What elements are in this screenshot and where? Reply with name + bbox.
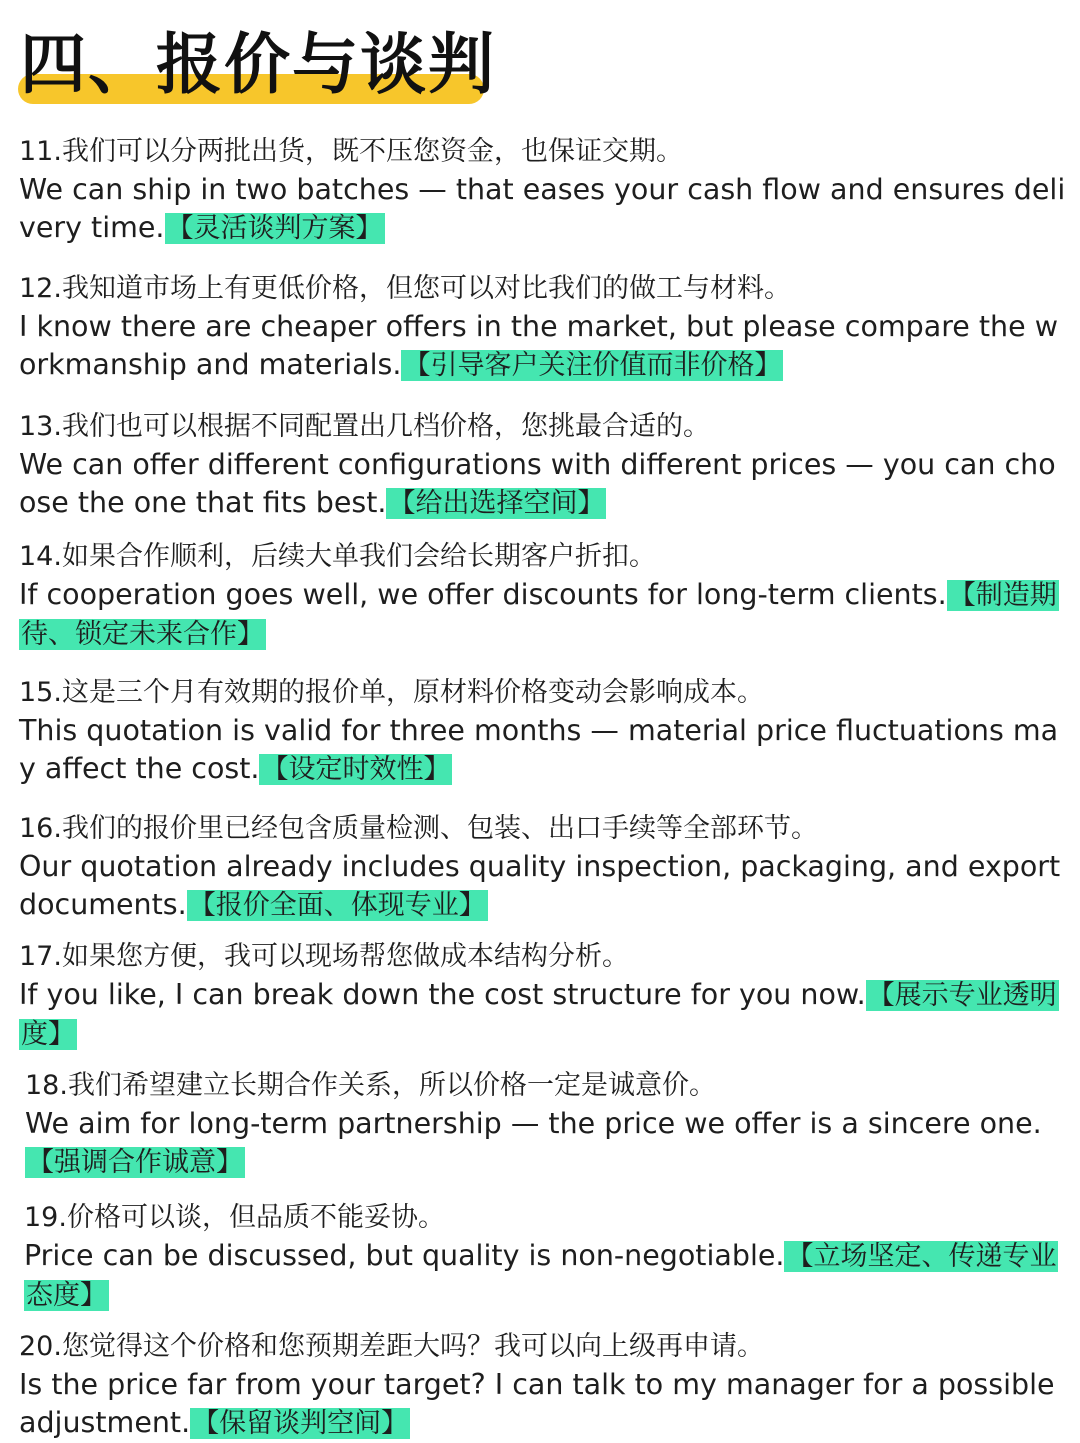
phrase-english (25, 1105, 1077, 1182)
phrase-english (19, 848, 1071, 925)
phrase-item-14 (19, 538, 1071, 654)
phrase-tag: 【保留谈判空间】 (192, 1408, 409, 1439)
phrase-item-12 (19, 270, 1071, 385)
phrase-chinese: 11.我们可以分两批出货，既不压您资金，也保证交期。 (19, 136, 683, 167)
phrase-english (19, 712, 1071, 789)
phrase-english-text: If cooperation goes well, we offer discounts for long-term clients. (19, 578, 947, 611)
phrase-english-text: I know there are cheaper offers in the market, but please compare the workmanship and materials. (19, 310, 1059, 381)
phrase-english (24, 1237, 1076, 1315)
phrase-item-20 (19, 1328, 1071, 1443)
phrase-english-text: We can ship in two batches — that eases your cash flow and ensures delivery time. (19, 173, 1066, 244)
phrase-tag: 【引导客户关注价值而非价格】 (403, 350, 782, 381)
phrase-item-18 (25, 1067, 1077, 1182)
phrase-tag: 【制造期待、锁定未来合作】 (21, 580, 1057, 650)
phrase-item-19 (24, 1199, 1076, 1315)
phrase-chinese: 18.我们希望建立长期合作关系，所以价格一定是诚意价。 (25, 1070, 716, 1101)
phrase-tag: 【给出选择空间】 (388, 488, 605, 519)
phrase-english-text: Price can be discussed, but quality is non-negotiable. (24, 1239, 785, 1272)
phrase-english (19, 1366, 1071, 1443)
phrase-english (19, 171, 1071, 248)
phrase-tag: 【报价全面、体现专业】 (188, 890, 486, 921)
phrase-chinese: 12.我知道市场上有更低价格，但您可以对比我们的做工与材料。 (19, 273, 791, 304)
phrase-item-15 (19, 674, 1071, 789)
phrase-chinese: 16.我们的报价里已经包含质量检测、包装、出口手续等全部环节。 (19, 813, 818, 844)
phrase-tag: 【展示专业透明度】 (21, 980, 1057, 1050)
phrase-tag: 【强调合作诚意】 (27, 1147, 243, 1178)
phrase-item-11 (19, 133, 1071, 248)
phrase-english (19, 446, 1071, 523)
phrase-tag: 【立场坚定、传递专业态度】 (26, 1241, 1057, 1311)
phrase-english-text: This quotation is valid for three months — material price fluctuations may affect the cost. (19, 714, 1059, 785)
phrase-english (19, 576, 1071, 654)
phrase-item-16 (19, 810, 1071, 925)
phrase-item-13 (19, 408, 1071, 523)
page-title: 四、报价与谈判 (20, 26, 496, 103)
phrase-chinese: 14.如果合作顺利，后续大单我们会给长期客户折扣。 (19, 541, 656, 572)
phrase-english-text: We can offer different configurations with different prices — you can choose the one that fits best. (19, 448, 1056, 519)
phrase-tag: 【灵活谈判方案】 (166, 213, 383, 244)
phrase-tag: 【设定时效性】 (261, 754, 451, 785)
phrase-english-text: If you like, I can break down the cost structure for you now. (19, 978, 866, 1011)
phrase-chinese: 15.这是三个月有效期的报价单，原材料价格变动会影响成本。 (19, 677, 764, 708)
phrase-chinese: 17.如果您方便，我可以现场帮您做成本结构分析。 (19, 941, 629, 972)
phrase-chinese: 13.我们也可以根据不同配置出几档价格，您挑最合适的。 (19, 411, 710, 442)
phrase-chinese: 19.价格可以谈，但品质不能妥协。 (24, 1202, 445, 1233)
phrase-item-17 (19, 938, 1071, 1054)
phrase-english (19, 976, 1071, 1054)
phrase-english-text: We aim for long-term partnership — the price we offer is a sincere one. (25, 1107, 1042, 1140)
phrase-english-text: Our quotation already includes quality inspection, packaging, and export documents. (19, 850, 1061, 921)
phrase-english (19, 308, 1071, 385)
phrase-english-text: Is the price far from your target? I can talk to my manager for a possible adjustment. (19, 1368, 1055, 1439)
phrase-chinese: 20.您觉得这个价格和您预期差距大吗？我可以向上级再申请。 (19, 1331, 764, 1362)
